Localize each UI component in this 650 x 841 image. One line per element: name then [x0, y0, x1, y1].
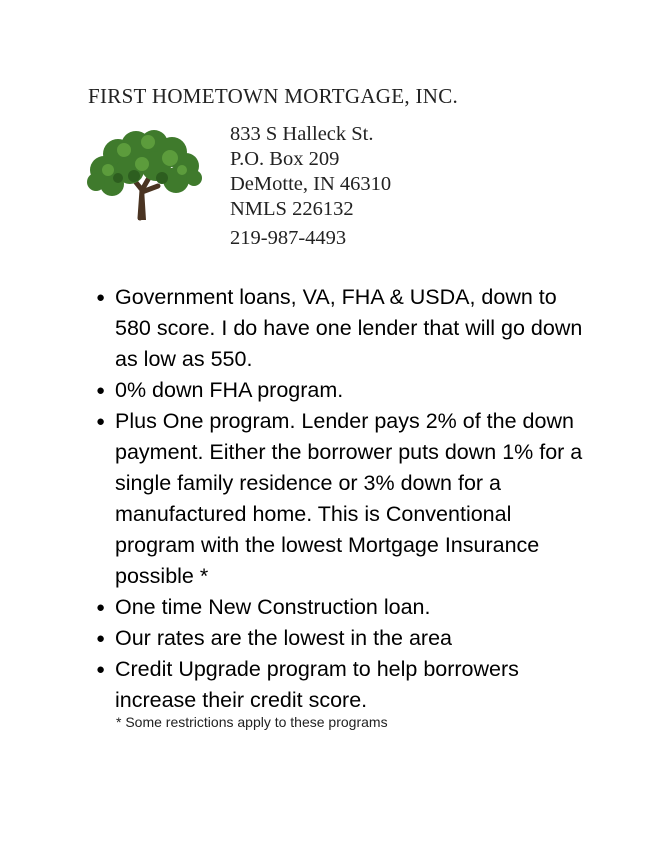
- list-item: [96, 406, 596, 592]
- bullet-icon: ●: [96, 413, 106, 430]
- footnote: * Some restrictions apply to these programs: [116, 714, 388, 730]
- list-item-text: Government loans, VA, FHA & USDA, down to 580 score. I do have one lender that will go down as low as 550.: [115, 285, 583, 371]
- phone-number: 219-987-4493: [230, 227, 347, 249]
- list-item: [96, 282, 596, 375]
- list-item-text: Credit Upgrade program to help borrowers increase their credit score.: [115, 657, 519, 712]
- list-item-text: Plus One program. Lender pays 2% of the down payment. Either the borrower puts down 1% for a single family residence or 3% down for a manufactured home. This is Conventional program with the lowest Mortgage Insurance possible *: [115, 409, 583, 588]
- list-item: [96, 623, 596, 654]
- list-item-text: One time New Construction loan.: [115, 595, 431, 619]
- bullet-icon: ●: [96, 599, 106, 616]
- company-name: FIRST HOMETOWN MORTGAGE, INC.: [88, 84, 459, 108]
- list-item-text: Our rates are the lowest in the area: [115, 626, 453, 650]
- program-list: [96, 282, 596, 716]
- po-box: P.O. Box 209: [230, 148, 340, 170]
- oak-tree-icon: [84, 130, 204, 222]
- bullet-icon: ●: [96, 382, 106, 399]
- bullet-icon: ●: [96, 630, 106, 647]
- list-item: [96, 592, 596, 623]
- nmls-number: NMLS 226132: [230, 198, 354, 220]
- street-address: 833 S Halleck St.: [230, 123, 374, 145]
- address-block: [230, 122, 391, 251]
- list-item-text: 0% down FHA program.: [115, 378, 344, 402]
- list-item: [96, 654, 596, 716]
- bullet-icon: ●: [96, 289, 106, 306]
- city-state-zip: DeMotte, IN 46310: [230, 173, 392, 195]
- list-item: [96, 375, 596, 406]
- bullet-icon: ●: [96, 661, 106, 678]
